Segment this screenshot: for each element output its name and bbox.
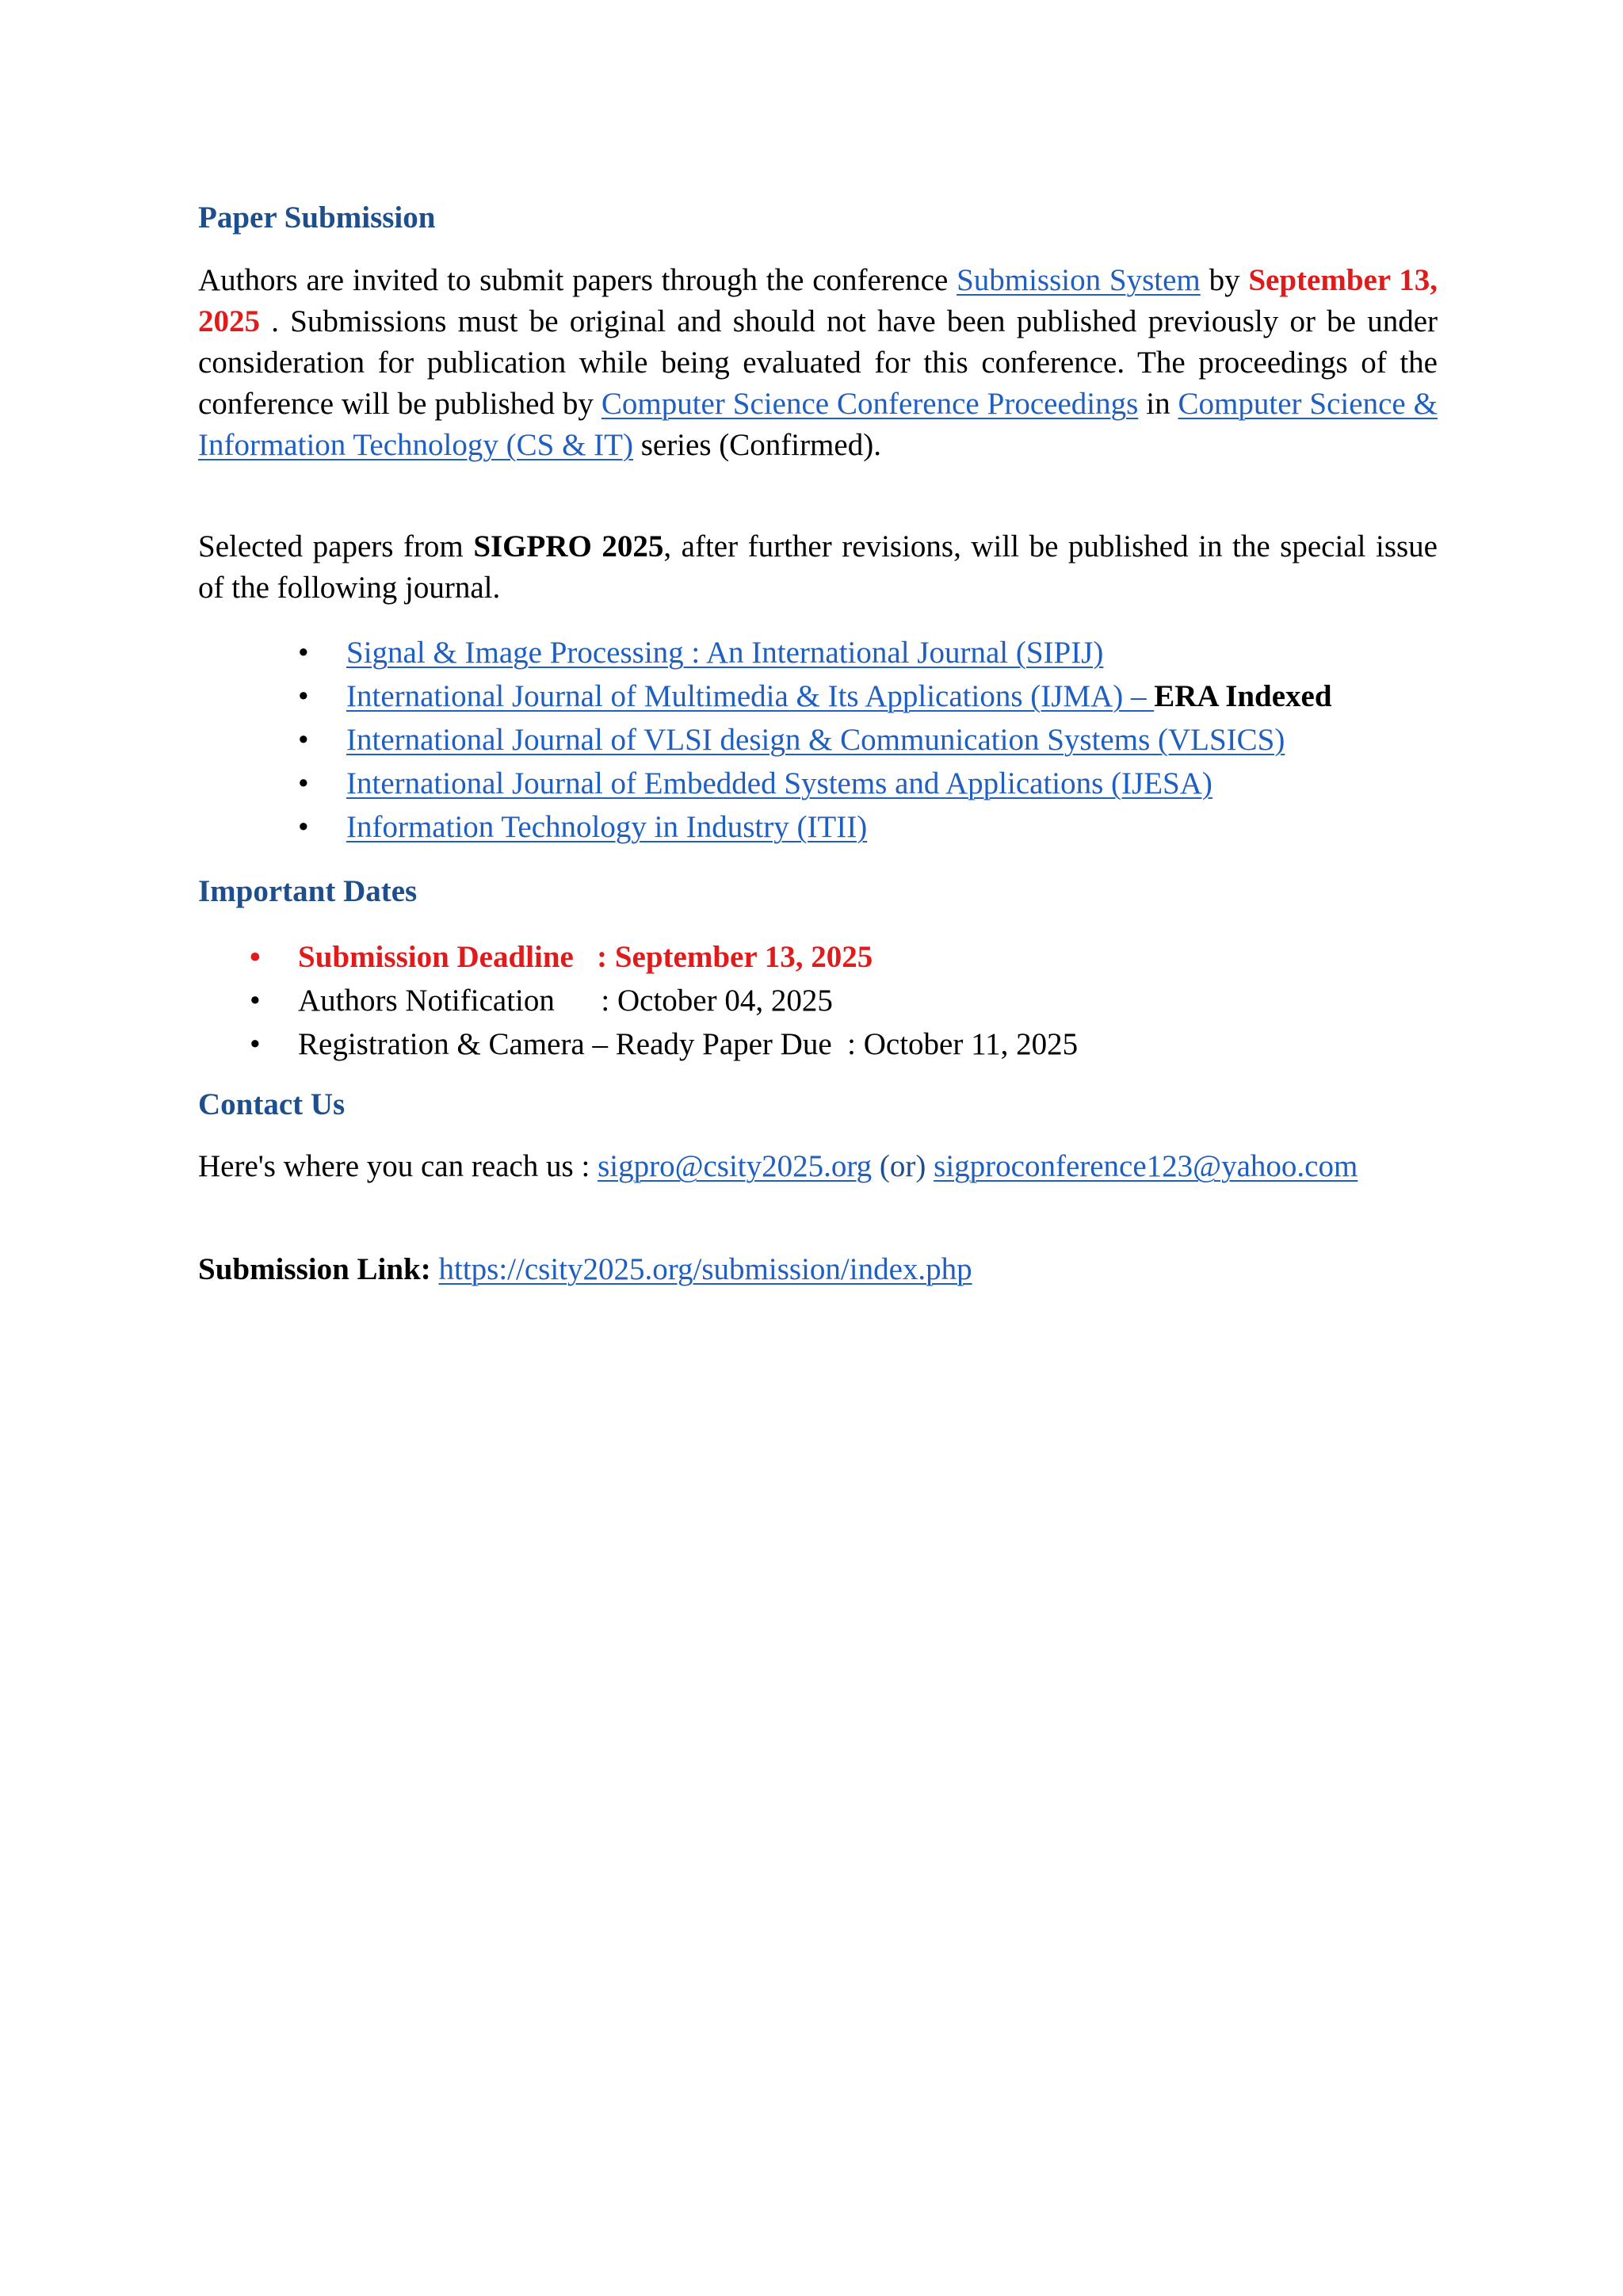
- submission-link-line: [198, 1249, 1438, 1290]
- list-item: [198, 674, 1438, 718]
- list-item: [198, 762, 1438, 805]
- bullet-icon: •: [298, 766, 309, 800]
- journal-link-vlsics[interactable]: International Journal of VLSI design & Communication Systems (VLSICS): [346, 723, 1285, 757]
- bullet-icon: •: [250, 984, 261, 1018]
- submission-text-by: by: [1200, 263, 1249, 297]
- selected-papers-paragraph: [198, 526, 1438, 609]
- contact-us-heading: Contact Us: [198, 1087, 346, 1121]
- deadline-date: September 13, 2025: [198, 263, 1438, 338]
- email-link-yahoo[interactable]: sigproconference123@yahoo.com: [934, 1149, 1358, 1183]
- date-label: Submission Deadline: [298, 940, 574, 974]
- list-item: [198, 631, 1438, 674]
- date-separator: :: [831, 1027, 864, 1061]
- date-separator: :: [554, 984, 617, 1018]
- paper-submission-heading: Paper Submission: [198, 201, 436, 235]
- submission-link-label: Submission Link:: [198, 1252, 431, 1286]
- list-item: [198, 935, 1438, 979]
- era-indexed-label: ERA Indexed: [1154, 679, 1332, 713]
- submission-text-3: series (Confirmed).: [632, 428, 881, 462]
- csit-link[interactable]: Computer Science & Information Technology (CS & IT): [198, 387, 1438, 462]
- date-value: October 04, 2025: [617, 984, 833, 1018]
- bullet-icon: •: [298, 636, 309, 670]
- date-label: Registration & Camera – Ready Paper Due: [298, 1027, 832, 1061]
- important-dates-heading: Important Dates: [198, 874, 418, 908]
- journal-list: [198, 631, 1438, 849]
- submission-paragraph: [198, 260, 1438, 466]
- contact-paragraph: [198, 1146, 1466, 1187]
- submission-text-2: . Submissions must be original and should not have been published previously or be under consideration for publication while being evaluated for this conference. The proceedings of the conference will be published by: [198, 304, 1438, 421]
- journal-link-sipij[interactable]: Signal & Image Processing : An International Journal (SIPIJ): [346, 636, 1104, 670]
- bullet-icon: •: [250, 1027, 261, 1061]
- submission-url-link[interactable]: https://csity2025.org/submission/index.php: [438, 1252, 972, 1286]
- submission-text-in: in: [1138, 387, 1178, 421]
- date-value: September 13, 2025: [614, 940, 873, 974]
- journal-link-ijesa[interactable]: International Journal of Embedded Systems and Applications (IJESA): [346, 766, 1212, 800]
- selected-text-1: Selected papers from: [198, 529, 474, 563]
- bullet-icon: •: [250, 940, 261, 974]
- bullet-icon: •: [298, 679, 309, 713]
- list-item: [198, 805, 1438, 849]
- bullet-icon: •: [298, 810, 309, 844]
- date-label: Authors Notification: [298, 984, 555, 1018]
- journal-link-itii[interactable]: Information Technology in Industry (ITII): [346, 810, 868, 844]
- email-link-sigpro[interactable]: sigpro@csity2025.org: [598, 1149, 873, 1183]
- cscp-link[interactable]: Computer Science Conference Proceedings: [601, 387, 1139, 421]
- conference-name: SIGPRO 2025: [473, 529, 664, 563]
- list-item: [198, 1022, 1438, 1066]
- selected-text-2: , after further revisions, will be published in the special issue of the following journal.: [198, 529, 1438, 605]
- submission-system-link[interactable]: Submission System: [957, 263, 1201, 297]
- journal-link-ijma[interactable]: International Journal of Multimedia & Its Applications (IJMA) –: [346, 679, 1155, 713]
- contact-or: (or): [872, 1149, 934, 1183]
- list-item: [198, 979, 1438, 1022]
- contact-text: Here's where you can reach us :: [198, 1149, 598, 1183]
- bullet-icon: •: [298, 723, 309, 757]
- list-item: [198, 718, 1438, 762]
- date-separator: :: [573, 940, 615, 974]
- dates-list: [198, 935, 1438, 1066]
- date-value: October 11, 2025: [863, 1027, 1079, 1061]
- submission-text-1: Authors are invited to submit papers through the conference: [198, 263, 957, 297]
